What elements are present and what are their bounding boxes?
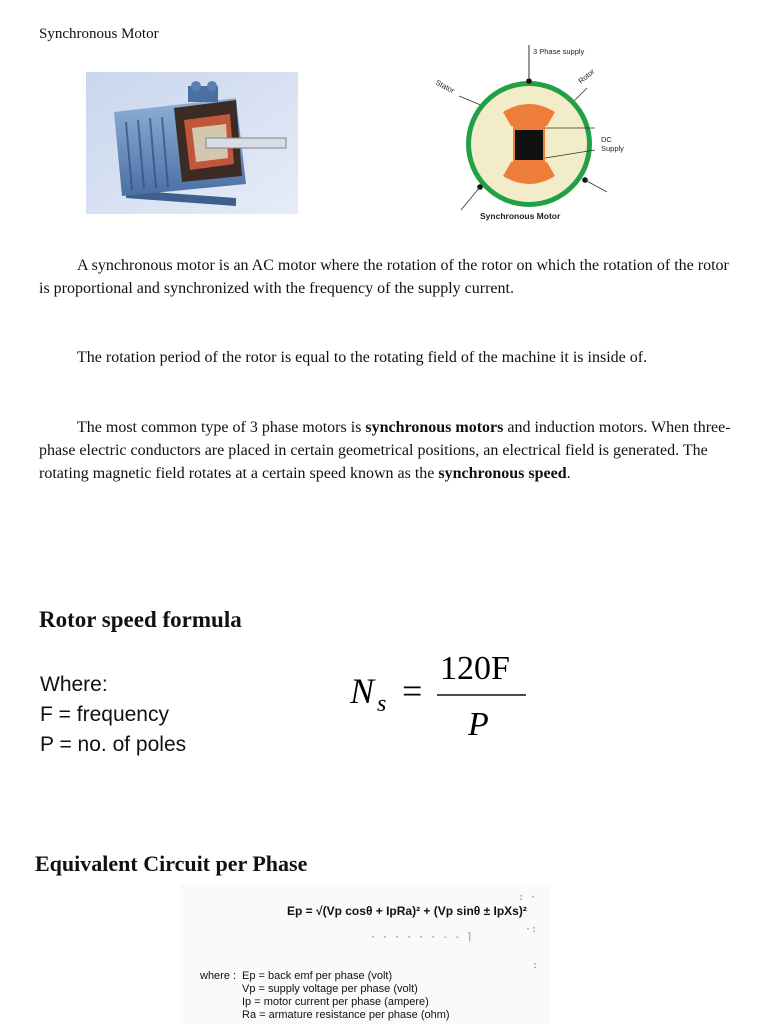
where-label: Where: <box>40 673 108 696</box>
equation-definitions <box>200 970 450 1022</box>
paragraph-text-segment: The most common type of 3 phase motors is <box>77 419 366 436</box>
paragraph-text-segment: and induction motors. When three-phase electric conductors are placed in certain geometrical positions, an electrical field is generated. The rotating magnetic field rotates at a certain speed known as the <box>39 419 731 482</box>
paragraph-text-segment: . <box>566 465 571 482</box>
paragraph-rotation-period <box>39 346 739 369</box>
formula-denominator: P <box>468 706 489 743</box>
synchronous-motor-diagram <box>425 40 640 230</box>
bold-synchronous-motors: synchronous motors <box>365 419 504 436</box>
definition-line: Ip = motor current per phase (ampere) <box>242 996 429 1008</box>
formula-equals: = <box>402 671 423 711</box>
dc-supply-label: Supply <box>601 144 624 153</box>
paragraph-definition <box>39 254 739 300</box>
rotor-center <box>515 130 543 160</box>
document-title: Synchronous Motor <box>39 26 159 42</box>
formula-numerator: 120F <box>440 650 510 687</box>
scanned-equation-image: : · ·: : · · · · · · - - ⌉ Ep = √(Vp cosθ + IpRa)² + (Vp sinθ ± IpXs)² where : Ep = back emf per phase (volt) Vp = supply voltage per phase (volt) Ip = motor current per phase (ampere) Ra = armature resistance per phase (ohm) <box>180 884 550 1024</box>
paragraph-common-types <box>39 416 739 485</box>
motor-cutaway-image <box>86 72 298 214</box>
rotor-label: Rotor <box>576 66 597 86</box>
stator-label: Stator <box>434 77 456 96</box>
formula-lhs: N <box>350 671 375 711</box>
formula-lhs-sub: s <box>377 691 387 717</box>
poles-definition: P = no. of poles <box>40 733 187 756</box>
definitions-where-label: where : <box>200 970 237 982</box>
supply-label: 3 Phase supply <box>533 47 585 56</box>
formula-where-block <box>40 670 186 760</box>
diagram-caption: Synchronous Motor <box>480 211 561 221</box>
bold-synchronous-speed: synchronous speed <box>438 465 567 482</box>
section-heading-equivalent-circuit: Equivalent Circuit per Phase <box>35 851 308 876</box>
frequency-definition: F = frequency <box>40 703 169 726</box>
definition-line: Vp = supply voltage per phase (volt) <box>242 983 418 995</box>
dc-label: DC <box>601 135 612 144</box>
definition-line: Ra = armature resistance per phase (ohm) <box>242 1009 450 1021</box>
back-emf-equation: Ep = √(Vp cosθ + IpRa)² + (Vp sinθ ± IpXs)² <box>287 904 527 918</box>
paragraph-rotation-period-text: The rotation period of the rotor is equal to the rotating field of the machine it is inside of. <box>77 349 648 366</box>
section-heading-rotor-speed: Rotor speed formula <box>39 607 242 632</box>
definition-line: Ep = back emf per phase (volt) <box>242 970 393 982</box>
paragraph-definition-text: A synchronous motor is an AC motor where the rotation of the rotor on which the rotation of the rotor is proportional and synchronized with the frequency of the supply current. <box>39 257 729 297</box>
rotor-speed-formula <box>350 645 550 745</box>
